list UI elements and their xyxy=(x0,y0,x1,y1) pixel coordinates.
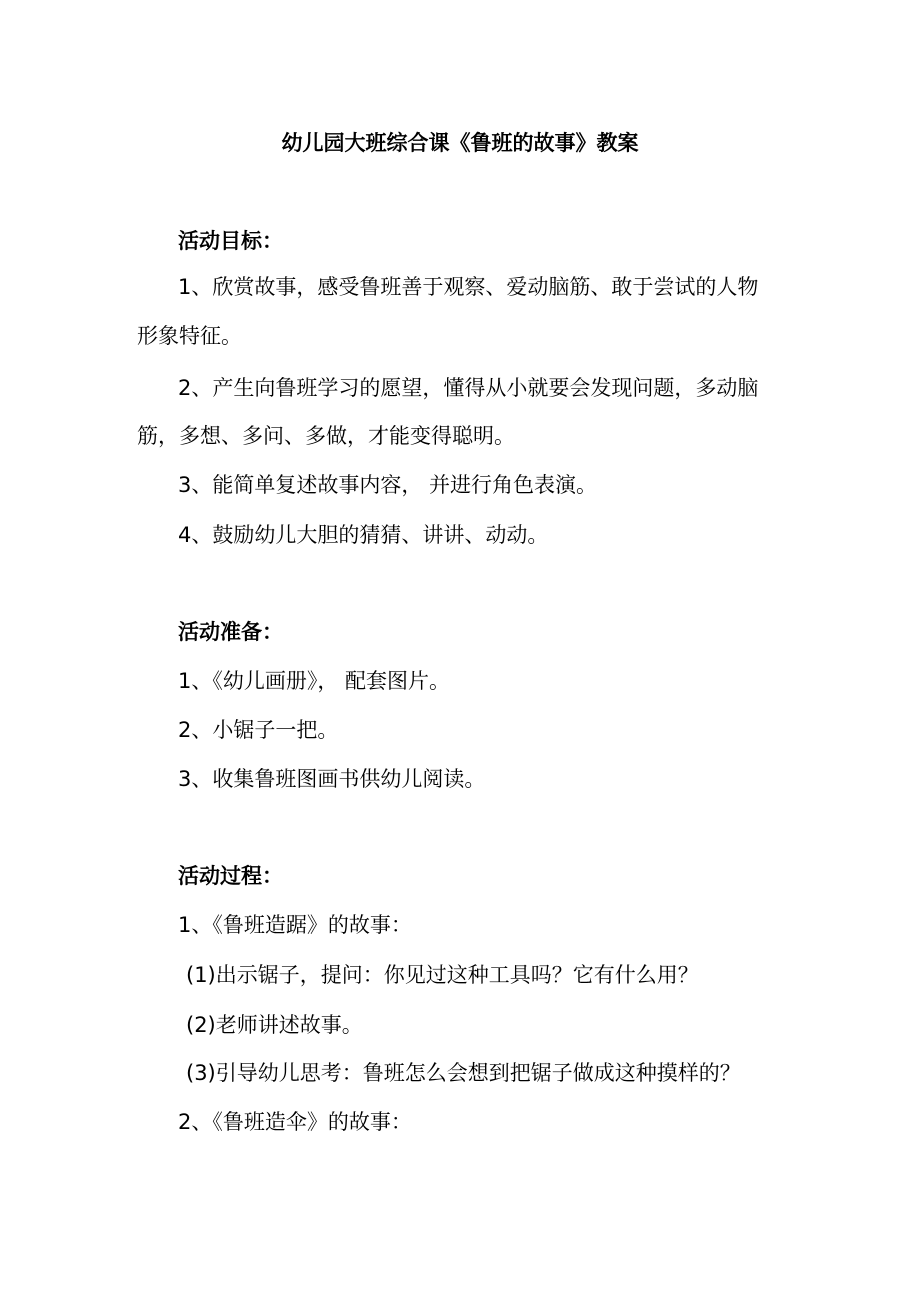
process-item-2: 2、《鲁班造伞》的故事： xyxy=(178,1110,412,1134)
goals-item-2-line-2: 筋，多想、多问、多做，才能变得聪明。 xyxy=(137,424,515,448)
process-sub-3: (3)引导幼儿思考：鲁班怎么会想到把锯子做成这种摸样的？ xyxy=(186,1061,741,1085)
goals-item-1-line-1: 1、欣赏故事，感受鲁班善于观察、爱动脑筋、敢于尝试的人物 xyxy=(178,275,759,299)
goals-item-3: 3、能简单复述故事内容， 并进行角色表演。 xyxy=(178,473,598,497)
document-title: 幼儿园大班综合课《鲁班的故事》教案 xyxy=(281,131,639,155)
preparation-item-1: 1、《幼儿画册》， 配套图片。 xyxy=(178,669,451,693)
goals-item-2-line-1: 2、产生向鲁班学习的愿望，懂得从小就要会发现问题，多动脑 xyxy=(178,376,759,400)
goals-item-1-line-2: 形象特征。 xyxy=(137,324,242,348)
goals-heading: 活动目标： xyxy=(178,229,283,253)
preparation-item-3: 3、收集鲁班图画书供幼儿阅读。 xyxy=(178,767,486,791)
process-heading: 活动过程： xyxy=(178,864,283,888)
process-sub-2: (2)老师讲述故事。 xyxy=(186,1013,363,1037)
process-sub-1: (1)出示锯子，提问：你见过这种工具吗？它有什么用？ xyxy=(186,963,699,987)
preparation-heading: 活动准备： xyxy=(178,620,283,644)
preparation-item-2: 2、小锯子一把。 xyxy=(178,718,339,742)
process-item-1: 1、《鲁班造踞》的故事： xyxy=(178,913,412,937)
goals-item-4: 4、鼓励幼儿大胆的猜猜、讲讲、动动。 xyxy=(178,523,549,547)
